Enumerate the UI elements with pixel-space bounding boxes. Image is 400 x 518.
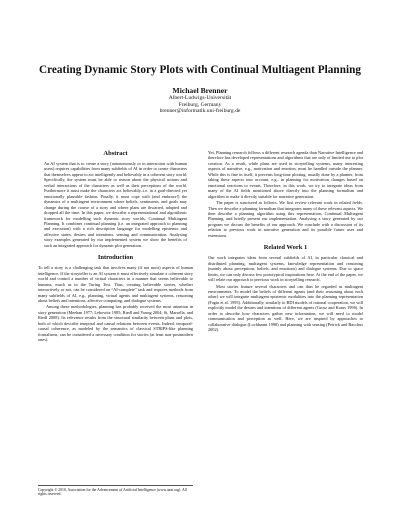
left-column: [38, 150, 193, 344]
abstract-heading: Abstract: [103, 150, 128, 157]
introduction-paragraph-1: To tell a story is a challenging task that involves many (if not most) aspects of human intelligence. If the storyteller is an AI system it must effectively simulate a coherent story world and control a number of virtual characters in a manner that seems believable to humans, much as in the Turing Test. Thus, creating believable stories, whether interactively or not, can be considered an “AI-complete” task and requires methods from many subfields of AI, e.g., planning, virtual agents and multiagent systems, reasoning about beliefs and intentions, affective computing, and dialogue systems.: [38, 265, 193, 303]
author-affiliation: Albert-Ludwigs-Universität: [168, 95, 232, 101]
abstract-section: [38, 150, 193, 248]
copyright-footnote: Copyright © 2010, Association for the Advancement of Artificial Intelligence (www.aaai.org). All rights reserved.: [38, 485, 193, 497]
introduction-heading: Introduction: [97, 254, 134, 262]
introduction-section: [38, 254, 193, 342]
related-work-section: [208, 244, 363, 332]
paper-title: Creating Dynamic Story Plots with Continual Multiagent Planning: [38, 64, 362, 76]
introduction-paragraph-2: Among these methodologies, planning has probably received the most attention in story generation (Meehan 1977; Lebowitz 1985; Riedl and Young 2004; Si, Marsella, and Riedl 2008). Its relevance results from the structural similarity between plans and plots, both of which describe temporal and causal relations between events. Indeed, temporal-causal coherence, as modeled by the semantics of classical STRIPS-like planning formalisms, can be considered a necessary condition for stories (at least non-postmodern ones).: [38, 304, 193, 343]
related-work-heading: Related Work 1: [263, 244, 308, 252]
right-column: [208, 150, 363, 334]
author-email: brenner@informatik.uni-freiburg.de: [159, 108, 241, 115]
related-work-paragraph-1: Our work integrates ideas from several subfields of AI, in particular classical and distributed planning, multiagent systems, knowledge representation and reasoning (mainly about perceptions, beliefs, and emotions) and dialogue systems. Due to space limits, we can only discuss few prototypical inspirations here. At the end of the paper, we will relate our approach to previous work in storytelling research.: [208, 255, 363, 283]
author-block: [0, 86, 400, 115]
introduction-paragraph-4: The paper is structured as follows. We first review relevant work in related fields. Then we describe a planning formalism that integrates many of these relevant aspects. We then describe a planning algorithm using this representation, Continual Multiagent Planning, and briefly present our implementation. Analysing a story generated by our program we discuss the benefits of our approach. We conclude with a discussion of its relation to previous work in narrative generation and its possible future uses and extensions.: [208, 200, 363, 238]
author-location: Freiburg, Germany: [178, 101, 222, 108]
introduction-paragraph-3: Yet, Planning research follows a different research agenda than Narrative Intelligence and therefore has developed representations and algorithms that are only of limited use to plot creation. As a result, while plans are used in storytelling systems, many interesting aspects of narrative, e.g., motivation and emotion, must be handled outside the planner. While this is fine in itself, it prevents long-time plotting, usually done by a planner, from taking these aspects into account, e.g., in planning for motivation changes based on emotional reactions to events. Therefore, in this work, we try to integrate ideas from many of the AI fields mentioned above directly into the planning formalism and algorithm to make it directly suitable for narrative generation.: [208, 150, 363, 199]
author-name: Michael Brenner: [172, 86, 228, 95]
abstract-text: An AI system that is to create a story (autonomously or in interaction with human users) requires capabilities from many subfields of AI in order to create characters that themselves appear to act intelligently and believably in a coherent story world. Specifically, the system must be able to reason about the physical actions and verbal interactions of the characters as well as their perceptions of the world. Furthermore it must make the characters act believably–i.e. in a goal-directed yet emotionally plausible fashion. Finally, it must cope with (and embrace!) the dynamics of a multiagent environment where beliefs, sentiments, and goals may change during the course of a story and where plans are thwarted, adapted and dropped all the time. In this paper, we describe a representational and algorithmic framework for modelling such dynamic story worlds, Continual Multiagent Planning. It combines continual planning (i.e. an integrated approach to planning and execution) with a rich description language for modelling epistemic and affective states, desires and intentions, sensing and communication. Analysing story examples generated by our implemented system we show the benefits of such an integrated approach for dynamic plot generation.: [44, 161, 187, 248]
related-work-paragraph-2: Most stories feature several characters and can thus be regarded as multiagent environments. To model the beliefs of different agents (and their reasoning about each other) we will integrate multiagent epistemic modalities into the planning representation (Fagin et al. 1995). Additionally, similarly to BDI models of rational cooperation, we will explicitly model the desires and intentions of different agents (Grosz and Kraus 1996). In order to describe how characters gather new information, we will need to model communication and perception as well. Here, we are inspired by approaches to collaborative dialogue (Lochbaum 1998) and planning with sensing (Petrick and Bacchus 2002).: [208, 283, 363, 333]
